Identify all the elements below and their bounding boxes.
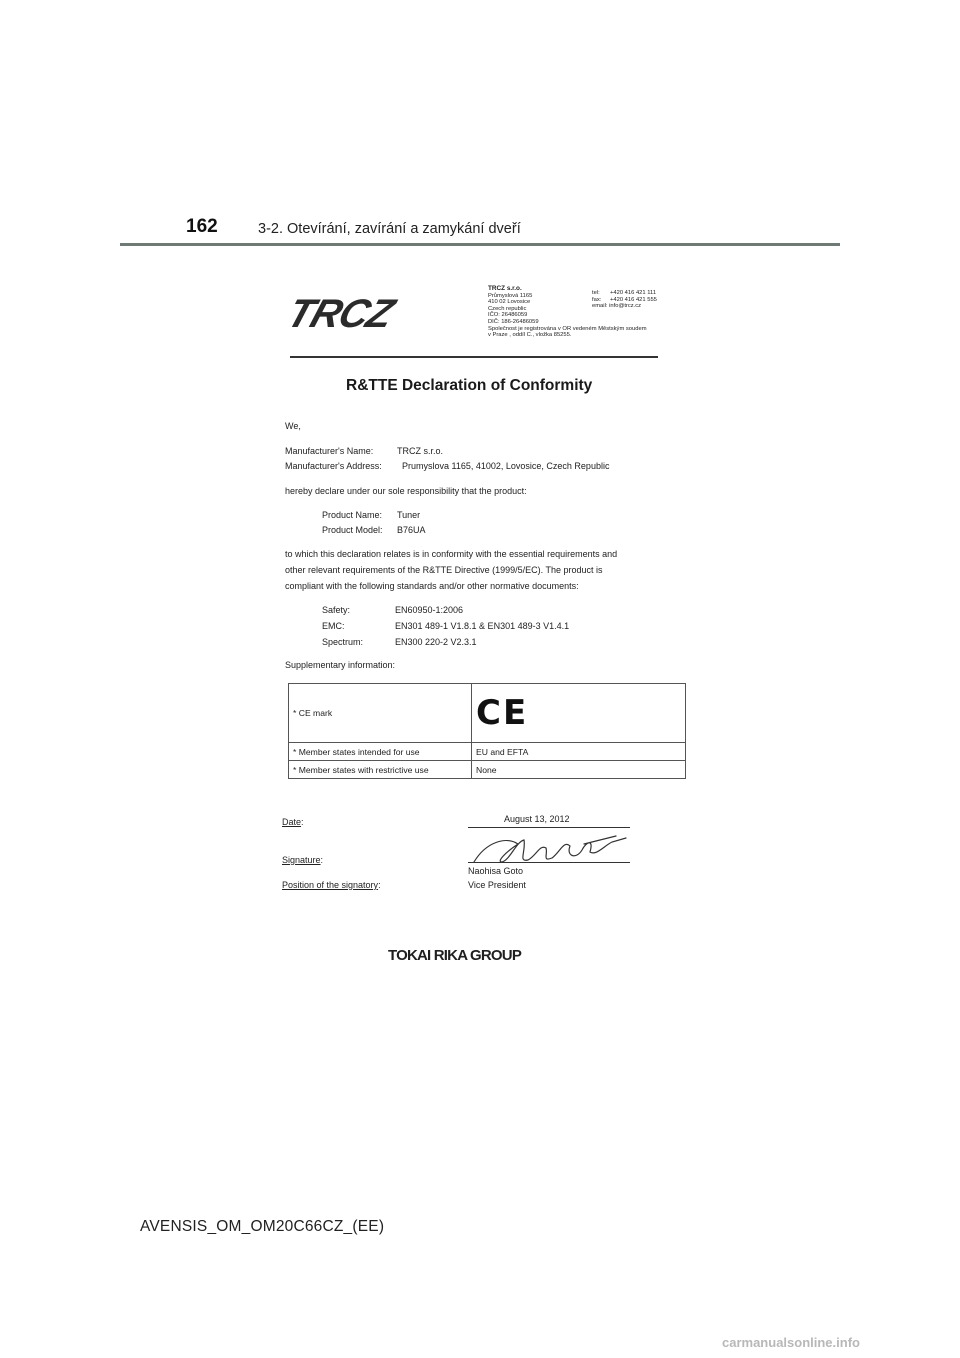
product-model-label: Product Model:: [322, 525, 383, 535]
date-label: Date: [282, 817, 302, 827]
table-row: [289, 684, 686, 743]
signature-label: Signature: [282, 855, 321, 865]
ce-mark-icon: CE: [476, 693, 529, 733]
trcz-logo: [282, 292, 442, 332]
trcz-logo-text: TRCZ: [282, 292, 399, 332]
page-number: 162: [186, 216, 218, 237]
company-line: Společnost je registrována v OR vedeném Městským soudem: [488, 325, 647, 332]
footer-code: AVENSIS_OM_OM20C66CZ_(EE): [140, 1218, 385, 1235]
contact-block: [592, 290, 657, 310]
position-label-row: [282, 880, 381, 890]
header-rule: [120, 243, 840, 246]
standard-label: Spectrum:: [322, 637, 364, 647]
product-name-label: Product Name:: [322, 510, 383, 520]
standard-value: EN60950-1:2006: [395, 605, 464, 615]
we-text: We,: [285, 421, 301, 431]
company-line: 410 02 Lovosice: [488, 299, 531, 306]
email-value: info@trcz.cz: [609, 303, 642, 310]
manufacturer-address-label: Manufacturer's Address:: [285, 461, 382, 471]
letterhead-rule: [290, 356, 658, 358]
supplementary-table: [288, 683, 686, 779]
fax-value: +420 416 421 555: [610, 296, 657, 303]
tel-value: +420 416 421 111: [610, 290, 657, 296]
manufacturer-name: TRCZ s.r.o.: [397, 446, 444, 456]
standard-value: EN301 489-1 V1.8.1 & EN301 489-3 V1.4.1: [395, 621, 570, 631]
manufacturer-address: Prumyslova 1165, 41002, Lovosice, Czech Republic: [402, 461, 610, 471]
signature-label-row: [282, 855, 323, 865]
company-line: TRCZ s.r.o.: [488, 285, 522, 292]
hereby-text: hereby declare under our sole responsibility that the product:: [285, 486, 527, 496]
position-value: Vice President: [468, 880, 526, 890]
company-line: IČO: 26486059: [488, 312, 528, 319]
company-line: Průmyslová 1165: [488, 292, 533, 299]
colon: :: [320, 855, 324, 865]
table-row: [289, 743, 686, 761]
position-label: Position of the signatory: [282, 880, 379, 890]
date-line: [468, 827, 630, 828]
watermark: carmanualsonline.info: [722, 1335, 860, 1350]
standard-value: EN300 220-2 V2.3.1: [395, 637, 477, 647]
conformity-line: other relevant requirements of the R&TTE Directive (1999/5/EC). The product is: [285, 565, 603, 575]
table-cell: * Member states intended for use: [289, 743, 472, 761]
table-row: [289, 761, 686, 779]
colon: :: [378, 880, 381, 890]
table-cell: * CE mark: [289, 684, 472, 743]
table-cell: * Member states with restrictive use: [289, 761, 472, 779]
product-model: B76UA: [397, 525, 426, 535]
product-name: Tuner: [397, 510, 421, 520]
chapter-title: 3-2. Otevírání, zavírání a zamykání dveří: [258, 221, 521, 237]
declaration-title: R&TTE Declaration of Conformity: [346, 377, 593, 394]
contact-label: email:: [592, 303, 608, 310]
contact-label: fax:: [592, 296, 602, 303]
colon: :: [301, 817, 304, 827]
signature-line: [468, 862, 630, 863]
handwritten-signature-icon: [466, 832, 636, 870]
date-value: August 13, 2012: [504, 814, 570, 824]
tokai-rika-logo-text: TOKAI RIKA GROUP: [388, 947, 522, 964]
tokai-rika-logo: [388, 944, 534, 964]
company-line: DIČ: 186-26486059: [488, 318, 539, 325]
conformity-line: compliant with the following standards and/or other normative documents:: [285, 581, 579, 591]
supplementary-label: Supplementary information:: [285, 660, 396, 670]
company-line: v Praze , oddíl C., vložka 85255.: [488, 332, 572, 339]
company-line: Czech republic: [488, 305, 527, 312]
signatory-name: Naohisa Goto: [468, 866, 524, 876]
conformity-line: to which this declaration relates is in conformity with the essential requirements and: [285, 549, 618, 559]
table-cell: None: [472, 761, 686, 779]
contact-label: tel:: [592, 290, 600, 296]
standard-label: Safety:: [322, 605, 351, 615]
table-cell: EU and EFTA: [472, 743, 686, 761]
table-cell-ce: [472, 684, 686, 743]
date-label-row: [282, 817, 304, 827]
manufacturer-name-label: Manufacturer's Name:: [285, 446, 374, 456]
standard-label: EMC:: [322, 621, 345, 631]
